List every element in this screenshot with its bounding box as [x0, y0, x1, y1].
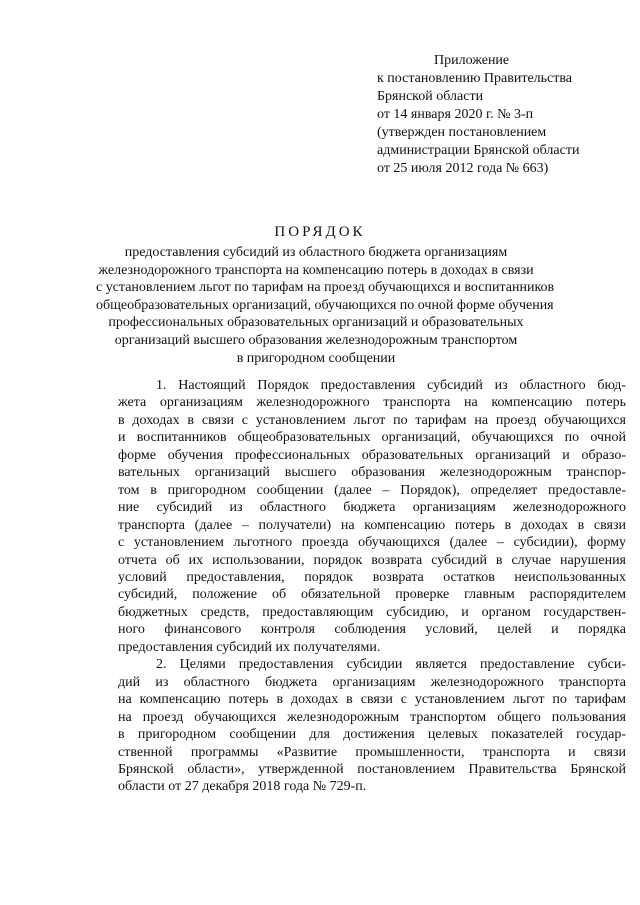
- paragraph-line: и воспитанников общеобразовательных организаций, обучающихся по очной: [118, 430, 626, 446]
- document-body: [118, 377, 626, 796]
- appendix-line: (утвержден постановлением: [377, 125, 547, 140]
- paragraph-line: Брянской области», утвержденной постановлением Правительства Брянской: [118, 761, 626, 777]
- paragraph-line: субсидий, положение об обязательной проверке главным распорядителем: [118, 587, 626, 603]
- paragraph-line: транспорта (далее – получатели) на компенсацию потерь в доходах в связи: [118, 517, 626, 533]
- appendix-line: от 25 июля 2012 года № 663): [377, 161, 549, 176]
- subtitle-line: предоставления субсидий из областного бюджета организациям: [124, 245, 508, 260]
- appendix-block: [377, 52, 627, 178]
- paragraph-line: ние субсидий из областного бюджета организациям железнодорожного: [118, 500, 626, 516]
- subtitle-line: профессиональных образовательных организаций и образовательных: [108, 315, 524, 331]
- subtitle-line: общеобразовательных организаций, обучающихся по очной форме обучения: [96, 297, 554, 313]
- paragraph-line: форме обучения профессиональных образовательных организаций и образо-: [118, 447, 626, 463]
- paragraph-line: на компенсацию потерь в доходах в связи с установлением льгот по тарифам: [118, 692, 626, 708]
- paragraph-line: в пригородном сообщении для достижения целевых показателей государ-: [118, 727, 626, 743]
- paragraph-1: [118, 377, 626, 656]
- appendix-line: администрации Брянской области: [377, 143, 580, 158]
- paragraph-line: жета организациям железнодорожного транспорта на компенсацию потерь: [118, 395, 626, 411]
- paragraph-line: вательных организаций высшего образования железнодорожным транспор-: [118, 465, 626, 481]
- subtitle-line: железнодорожного транспорта на компенсацию потерь в доходах в связи: [98, 262, 534, 278]
- paragraph-line: отчета об их использовании, порядок возврата субсидий в случае нарушения: [118, 552, 626, 568]
- paragraph-line: 1. Настоящий Порядок предоставления субсидий из областного бюд-: [156, 378, 626, 393]
- document-title: ПОРЯДОК: [274, 224, 366, 240]
- paragraph-line: на проезд обучающихся железнодорожным транспортом общего пользования: [118, 709, 626, 725]
- subtitle-line: в пригородном сообщении: [236, 350, 396, 366]
- paragraph-2: [118, 656, 626, 796]
- paragraph-line: том в пригородном сообщении (далее – Порядок), определяет предоставле-: [118, 482, 626, 498]
- paragraph-line: с установлением льготного проезда обучающихся (далее – субсидии), форму: [118, 535, 626, 551]
- paragraph-line: 2. Целями предоставления субсидии является предоставление субси-: [156, 657, 626, 673]
- paragraph-line: области от 27 декабря 2018 года № 729-п.: [118, 779, 367, 795]
- paragraph-line: ственной программы «Развитие промышленности, транспорта и связи: [118, 744, 626, 760]
- appendix-line: Приложение: [434, 53, 510, 68]
- subtitle-line: с установлением льгот по тарифам на проезд обучающихся и воспитанников: [96, 280, 555, 296]
- paragraph-line: в доходах в связи с установлением льгот по тарифам на проезд обучающихся: [118, 412, 626, 428]
- appendix-line: к постановлению Правительства: [377, 71, 573, 86]
- appendix-line: от 14 января 2020 г. № 3-п: [377, 107, 534, 122]
- paragraph-line: предоставления субсидий их получателями.: [118, 639, 381, 655]
- subtitle-line: организаций высшего образования железнодорожным транспортом: [114, 332, 518, 348]
- appendix-line: Брянской области: [377, 89, 484, 104]
- paragraph-line: ного финансового контроля соблюдения условий, целей и порядка: [118, 622, 626, 638]
- paragraph-line: бюджетных средств, предоставляющим субсидию, и органом государствен-: [118, 604, 626, 620]
- paragraph-line: условий предоставления, порядок возврата остатков неиспользованных: [118, 569, 626, 585]
- paragraph-line: дий из областного бюджета организациям железнодорожного транспорта: [118, 674, 626, 690]
- document-subtitle: [96, 244, 555, 367]
